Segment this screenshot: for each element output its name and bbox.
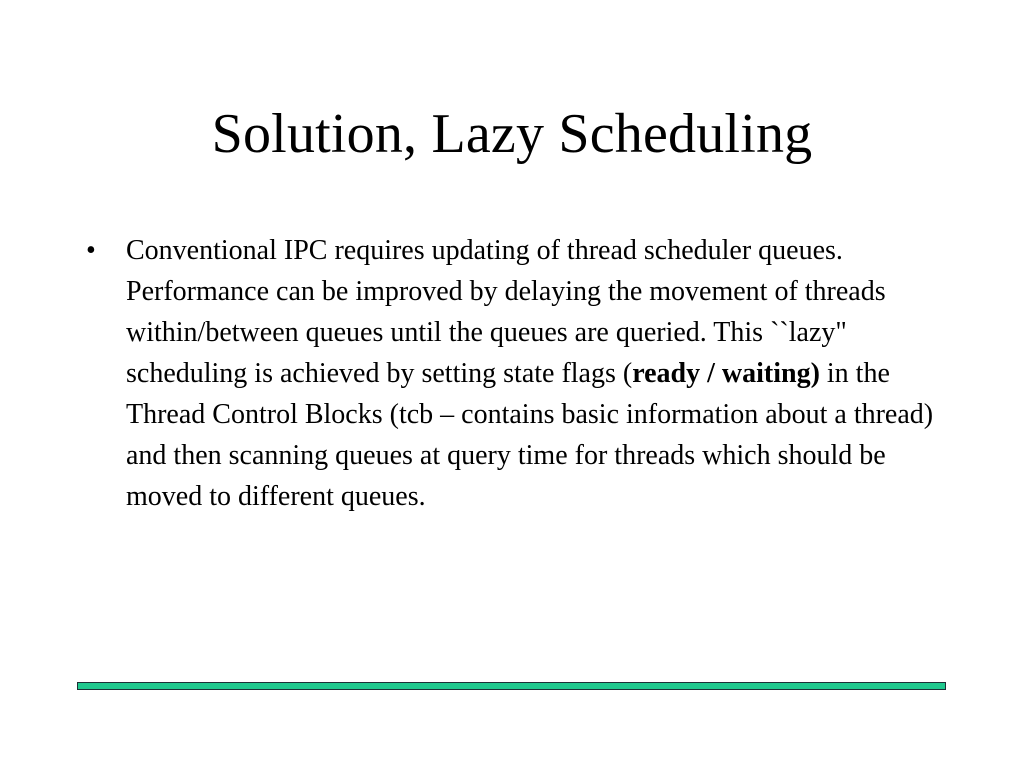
footer-bar [77,682,946,690]
slide-title: Solution, Lazy Scheduling [211,103,813,165]
bullet-item [84,230,934,517]
bullet-icon: • [86,235,96,266]
bullet-text-before-bold: Conventional IPC requires updating of thread scheduler queues. Performance can be improved by delaying the movement of threads within/between queues until the queues are queried. This ``lazy" scheduling is achieved by setting state flags ( [126,235,886,389]
bullet-bold-text: ready / waiting) [632,358,820,389]
bullet-list [84,230,934,517]
bullet-text-after-bold: in the Thread Control Blocks (tcb – contains basic information about a thread) and then scanning queues at query time for threads which should be moved to different queues. [126,358,934,512]
bullet-text [126,235,933,512]
